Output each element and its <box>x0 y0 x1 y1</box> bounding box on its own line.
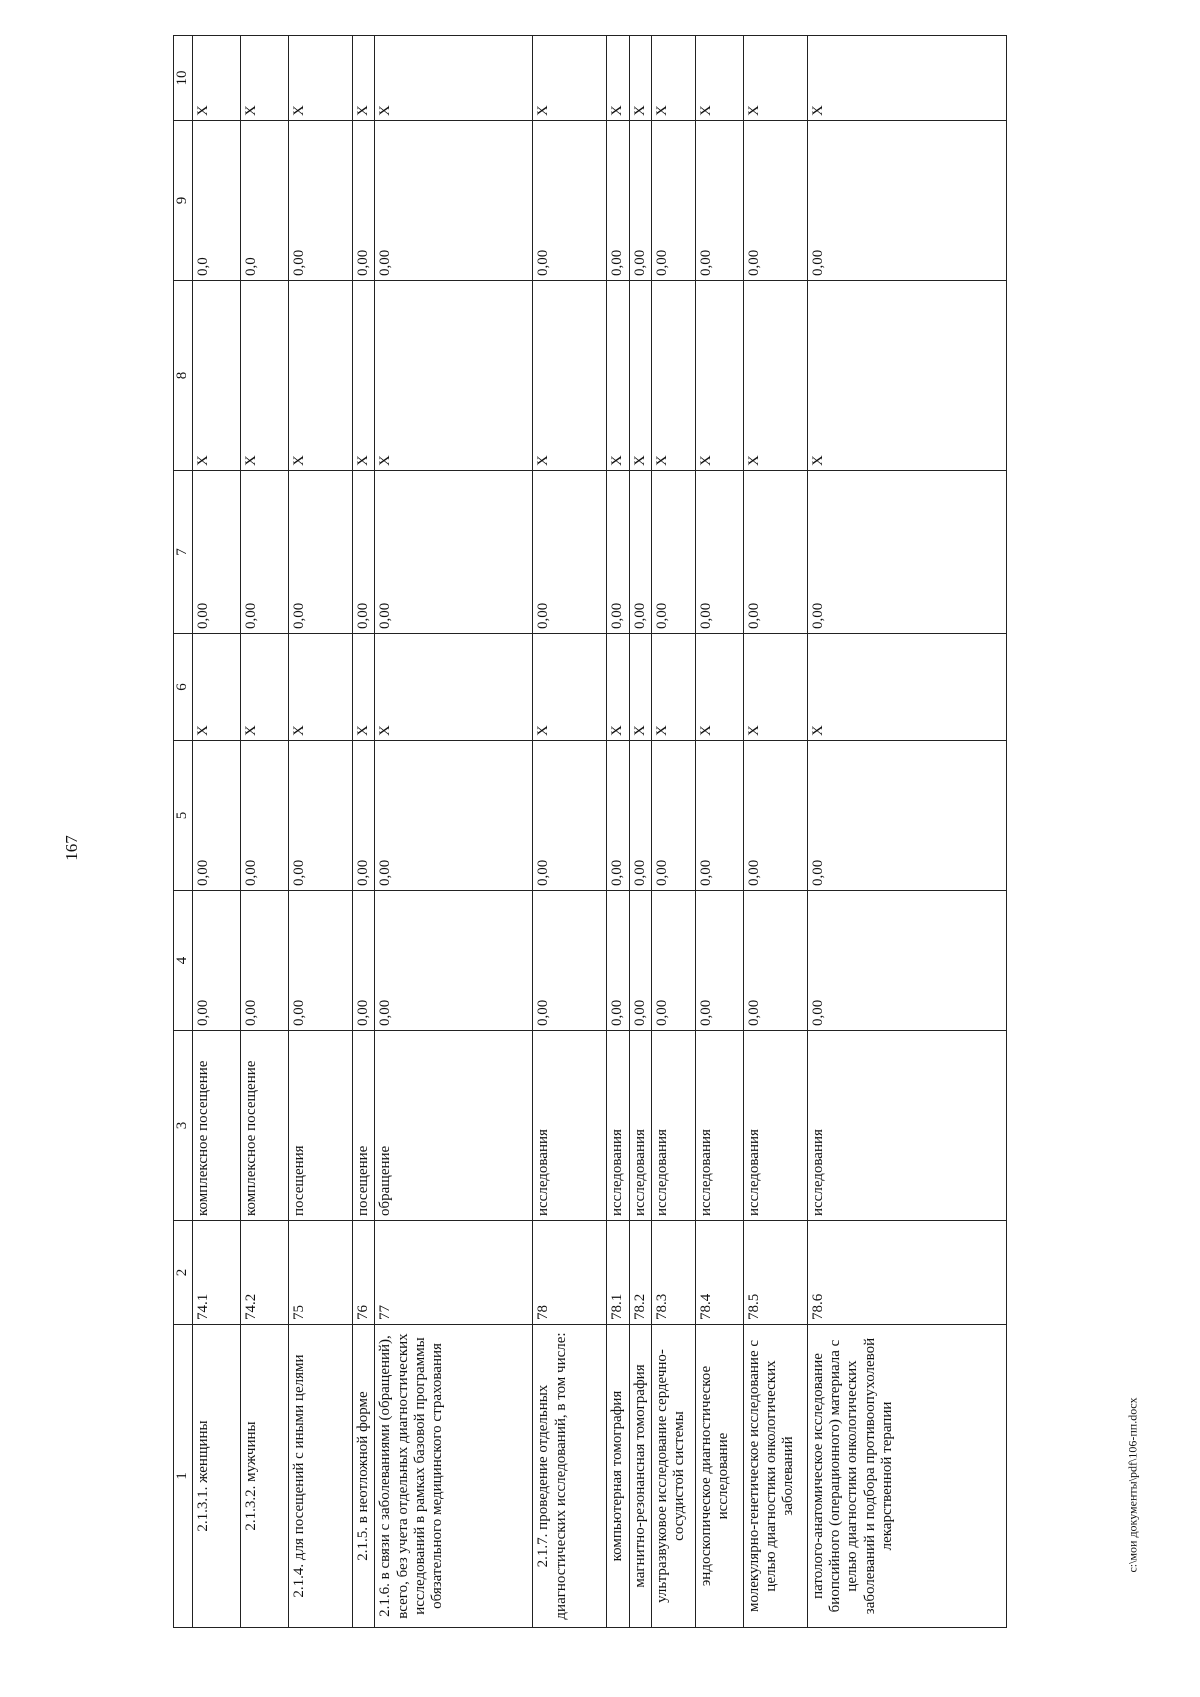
value-cell: Х <box>533 281 607 471</box>
row-unit-cell: исследования <box>629 1031 651 1221</box>
value-cell: 0,00 <box>193 891 241 1031</box>
row-name-cell: 2.1.5. в неотложной форме <box>353 1325 375 1628</box>
value-cell: Х <box>289 36 353 121</box>
row-unit-cell: комплексное посещение <box>193 1031 241 1221</box>
value-cell: 0,00 <box>651 471 695 634</box>
value-cell: 0,00 <box>375 121 533 281</box>
value-cell: 0,00 <box>743 741 807 891</box>
row-name-cell: 2.1.3.2. мужчины <box>241 1325 289 1628</box>
value-cell: Х <box>629 281 651 471</box>
row-unit-cell: исследования <box>651 1031 695 1221</box>
row-code-cell: 78.3 <box>651 1221 695 1325</box>
row-code-cell: 77 <box>375 1221 533 1325</box>
value-cell: 0,00 <box>289 891 353 1031</box>
header-cell-2: 2 <box>174 1221 193 1325</box>
value-cell: 0,00 <box>375 891 533 1031</box>
value-cell: 0,00 <box>241 741 289 891</box>
value-cell: 0,00 <box>193 471 241 634</box>
value-cell: Х <box>193 281 241 471</box>
value-cell: 0,00 <box>353 891 375 1031</box>
value-cell: Х <box>193 634 241 741</box>
value-cell: 0,0 <box>241 121 289 281</box>
table-row <box>241 36 289 1628</box>
data-table <box>173 35 1007 1628</box>
row-code-cell: 76 <box>353 1221 375 1325</box>
header-cell-4: 4 <box>174 891 193 1031</box>
table-row <box>651 36 695 1628</box>
value-cell: 0,00 <box>533 891 607 1031</box>
value-cell: Х <box>375 36 533 121</box>
row-name-cell: эндоскопическое диагностическое исследование <box>695 1325 743 1628</box>
row-code-cell: 74.1 <box>193 1221 241 1325</box>
value-cell: 0,00 <box>695 741 743 891</box>
value-cell: Х <box>353 634 375 741</box>
row-code-cell: 78 <box>533 1221 607 1325</box>
value-cell: Х <box>289 634 353 741</box>
value-cell: Х <box>807 634 1006 741</box>
value-cell: Х <box>241 36 289 121</box>
row-unit-cell: исследования <box>743 1031 807 1221</box>
table-header-row <box>174 36 193 1628</box>
value-cell: Х <box>289 281 353 471</box>
value-cell: Х <box>743 634 807 741</box>
value-cell: Х <box>651 36 695 121</box>
value-cell: 0,00 <box>743 891 807 1031</box>
value-cell: Х <box>743 36 807 121</box>
row-code-cell: 78.6 <box>807 1221 1006 1325</box>
value-cell: Х <box>629 36 651 121</box>
value-cell: 0,00 <box>651 891 695 1031</box>
value-cell: Х <box>533 634 607 741</box>
value-cell: 0,00 <box>533 471 607 634</box>
value-cell: 0,00 <box>807 741 1006 891</box>
value-cell: 0,00 <box>289 471 353 634</box>
row-code-cell: 78.4 <box>695 1221 743 1325</box>
value-cell: 0,00 <box>353 741 375 891</box>
value-cell: 0,00 <box>607 891 629 1031</box>
header-cell-10: 10 <box>174 36 193 121</box>
value-cell: 0,00 <box>289 741 353 891</box>
value-cell: Х <box>241 634 289 741</box>
value-cell: Х <box>375 281 533 471</box>
row-unit-cell: исследования <box>695 1031 743 1221</box>
value-cell: 0,00 <box>533 741 607 891</box>
value-cell: Х <box>695 36 743 121</box>
footer-file-path: c:\мои документы\pdf\106-пп.docx <box>1125 1397 1140 1573</box>
value-cell: 0,00 <box>629 471 651 634</box>
value-cell: Х <box>743 281 807 471</box>
value-cell: 0,0 <box>193 121 241 281</box>
value-cell: 0,00 <box>353 471 375 634</box>
table-row <box>533 36 607 1628</box>
page-number: 167 <box>62 835 81 861</box>
row-name-cell: молекулярно-генетическое исследование с целью диагностики онкологических заболеваний <box>743 1325 807 1628</box>
value-cell: 0,00 <box>241 891 289 1031</box>
value-cell: 0,00 <box>807 891 1006 1031</box>
table-row <box>807 36 1006 1628</box>
table-row <box>193 36 241 1628</box>
value-cell: 0,00 <box>651 741 695 891</box>
table-row <box>607 36 629 1628</box>
row-name-cell: 2.1.7. проведение отдельных диагностических исследований, в том числе: <box>533 1325 607 1628</box>
value-cell: Х <box>375 634 533 741</box>
value-cell: Х <box>629 634 651 741</box>
row-code-cell: 75 <box>289 1221 353 1325</box>
row-name-cell: 2.1.4. для посещений с иными целями <box>289 1325 353 1628</box>
row-code-cell: 78.2 <box>629 1221 651 1325</box>
value-cell: Х <box>607 36 629 121</box>
table-row <box>695 36 743 1628</box>
header-cell-1: 1 <box>174 1325 193 1628</box>
value-cell: 0,00 <box>241 471 289 634</box>
row-code-cell: 78.5 <box>743 1221 807 1325</box>
header-cell-9: 9 <box>174 121 193 281</box>
value-cell: 0,00 <box>629 741 651 891</box>
row-unit-cell: обращение <box>375 1031 533 1221</box>
row-unit-cell: исследования <box>607 1031 629 1221</box>
row-unit-cell: комплексное посещение <box>241 1031 289 1221</box>
value-cell: Х <box>695 281 743 471</box>
row-name-cell: магнитно-резонансная томография <box>629 1325 651 1628</box>
row-name-cell: компьютерная томография <box>607 1325 629 1628</box>
value-cell: 0,00 <box>607 471 629 634</box>
row-code-cell: 78.1 <box>607 1221 629 1325</box>
value-cell: Х <box>695 634 743 741</box>
value-cell: 0,00 <box>807 121 1006 281</box>
value-cell: 0,00 <box>695 121 743 281</box>
table-row <box>289 36 353 1628</box>
value-cell: Х <box>607 634 629 741</box>
value-cell: Х <box>241 281 289 471</box>
value-cell: 0,00 <box>353 121 375 281</box>
value-cell: 0,00 <box>629 891 651 1031</box>
row-name-cell: патолого-анатомическое исследование биопсийного (операционного) материала с целью диагностики онкологических заболеваний и подбора противоопухолевой лекарственной терапии <box>807 1325 1006 1628</box>
table-row <box>629 36 651 1628</box>
row-name-cell: 2.1.3.1. женщины <box>193 1325 241 1628</box>
row-name-cell: ультразвуковое исследование сердечно-сосудистой системы <box>651 1325 695 1628</box>
table-row <box>353 36 375 1628</box>
table-row <box>743 36 807 1628</box>
row-unit-cell: исследования <box>533 1031 607 1221</box>
value-cell: Х <box>353 281 375 471</box>
value-cell: 0,00 <box>607 741 629 891</box>
value-cell: 0,00 <box>607 121 629 281</box>
value-cell: Х <box>607 281 629 471</box>
row-unit-cell: посещение <box>353 1031 375 1221</box>
value-cell: 0,00 <box>289 121 353 281</box>
value-cell: 0,00 <box>695 891 743 1031</box>
row-code-cell: 74.2 <box>241 1221 289 1325</box>
value-cell: 0,00 <box>695 471 743 634</box>
value-cell: 0,00 <box>743 471 807 634</box>
rotated-table-container <box>173 36 1007 1628</box>
header-cell-8: 8 <box>174 281 193 471</box>
value-cell: Х <box>651 634 695 741</box>
value-cell: 0,00 <box>193 741 241 891</box>
header-cell-3: 3 <box>174 1031 193 1221</box>
header-cell-7: 7 <box>174 471 193 634</box>
table-row <box>375 36 533 1628</box>
value-cell: Х <box>651 281 695 471</box>
value-cell: 0,00 <box>375 741 533 891</box>
header-cell-5: 5 <box>174 741 193 891</box>
value-cell: 0,00 <box>629 121 651 281</box>
header-cell-6: 6 <box>174 634 193 741</box>
value-cell: Х <box>533 36 607 121</box>
value-cell: 0,00 <box>807 471 1006 634</box>
value-cell: Х <box>353 36 375 121</box>
row-unit-cell: посещения <box>289 1031 353 1221</box>
row-unit-cell: исследования <box>807 1031 1006 1221</box>
row-name-cell: 2.1.6. в связи с заболеваниями (обращений), всего, без учета отдельных диагностических исследований в рамках базовой программы обязательного медицинского страхования <box>375 1325 533 1628</box>
value-cell: Х <box>193 36 241 121</box>
value-cell: 0,00 <box>533 121 607 281</box>
value-cell: 0,00 <box>743 121 807 281</box>
value-cell: Х <box>807 281 1006 471</box>
value-cell: Х <box>807 36 1006 121</box>
value-cell: 0,00 <box>651 121 695 281</box>
value-cell: 0,00 <box>375 471 533 634</box>
